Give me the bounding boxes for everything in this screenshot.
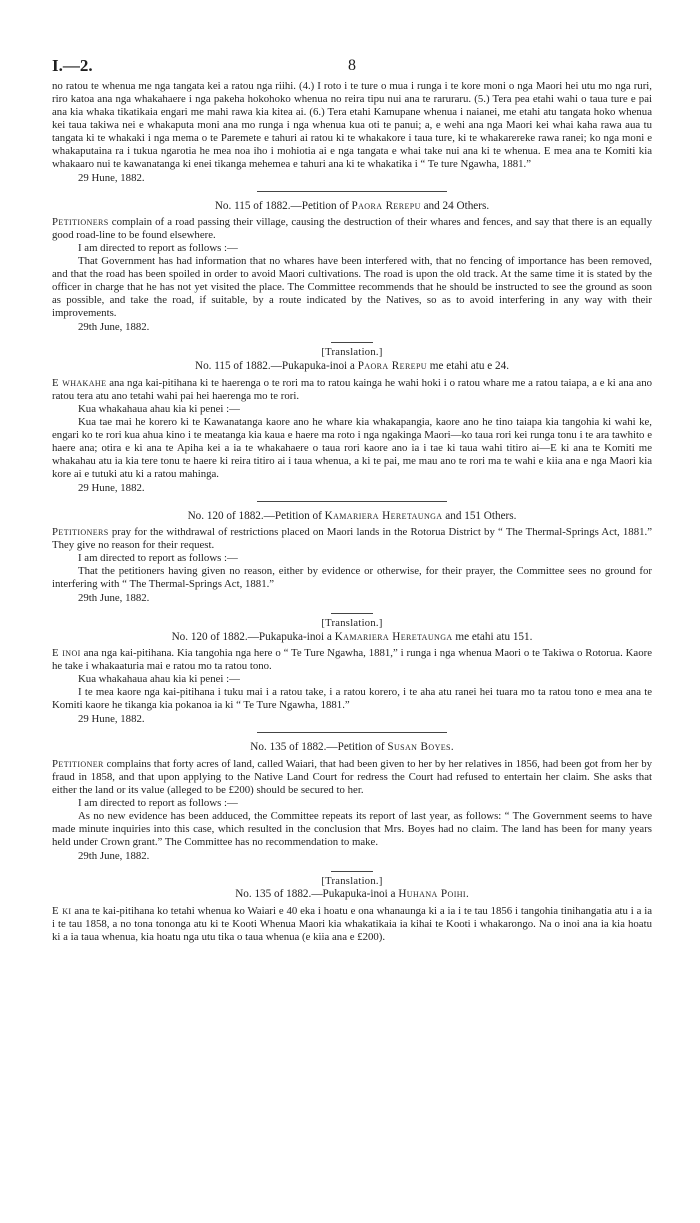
translation-divider xyxy=(331,342,373,343)
paragraph: As no new evidence has been adduced, the Committee repeats its report of last year, as follows: “ The Government seems to have made minute inquiries into this case, which resulted in the conclusion that Mrs. Boyes had no claim. The land has been for many years held under Crown grant.” The Committee has no recommendation to make. xyxy=(52,809,652,848)
translation-divider xyxy=(331,613,373,614)
lead-word: E inoi xyxy=(52,647,81,660)
paragraph-text: ana nga kai-pitihana. Kia tangohia nga here o “ Te Ture Ngawha, 1881,” i runga i nga whenua Maori o te Takiwa o Rotorua. Kaore he take i whakaaturia mai e ratou mo ta ratou tono. xyxy=(52,647,653,673)
heading-text: and 151 Others. xyxy=(442,509,517,522)
petitioner-name: Susan Boyes xyxy=(387,741,451,754)
paragraph-text: pray for the withdrawal of restrictions placed on Maori lands in the Rotorua District by “ The Thermal-Springs Act, 1881.” They give no reason for their request. xyxy=(52,526,652,552)
date-line: 29 Hune, 1882. xyxy=(78,481,145,494)
translation-label: [Translation.] xyxy=(321,347,383,359)
petition-heading xyxy=(52,510,652,523)
translation-120 xyxy=(52,618,652,726)
paragraph: I am directed to report as follows :— xyxy=(78,552,238,565)
translation-divider xyxy=(331,871,373,872)
continued-translation xyxy=(52,80,652,185)
paragraph-text: complain of a road passing their village, causing the destruction of their whares and fences, and say that there is an equally good road-line to be found elsewhere. xyxy=(52,216,652,242)
date-line: 29 Hune, 1882. xyxy=(78,713,145,726)
paragraph: Kua whakahaua ahau kia ki penei :— xyxy=(78,402,240,415)
heading-text: . xyxy=(450,741,454,754)
translation-135 xyxy=(52,876,652,944)
petition-115 xyxy=(52,200,652,334)
paragraph-text: complains that forty acres of land, called Waiari, that had been given to her by her relatives in 1856, had been got from her by fraud in 1858, and that upon applying to the Native Land Court for redress the Court had refused to entertain her claim. She asks that either the land or its value (alleged to be £200) should be secured to her. xyxy=(52,757,652,796)
paragraph: That the petitioners having given no reason, either by evidence or otherwise, for their prayer, the Committee sees no ground for interfering with “ The Thermal-Springs Act, 1881.” xyxy=(52,565,652,591)
heading-text: No. 115 of 1882.—Pukapuka-inoi a xyxy=(194,360,358,373)
heading-text: No. 135 of 1882.—Petition of xyxy=(250,741,388,754)
date-line: 29th June, 1882. xyxy=(78,592,150,605)
heading-text: No. 120 of 1882.—Pukapuka-inoi a xyxy=(171,630,335,643)
petition-heading xyxy=(52,631,652,644)
heading-text: me etahi atu 151. xyxy=(452,630,533,643)
paragraph xyxy=(52,905,652,944)
paper-reference: I.—2. xyxy=(52,56,93,75)
page-header xyxy=(52,50,652,80)
paragraph xyxy=(52,647,652,673)
paragraph xyxy=(52,526,652,552)
date-line: 29th June, 1882. xyxy=(78,849,150,862)
petitioner-name: Paora Rerepu xyxy=(351,200,421,212)
heading-text: No. 135 of 1882.—Pukapuka-inoi a xyxy=(235,888,399,901)
date-line: 29th June, 1882. xyxy=(78,321,150,334)
paragraph xyxy=(52,758,652,797)
petitioner-name: Huhana Poihi xyxy=(398,888,466,901)
translation-115 xyxy=(52,347,652,494)
paragraph: Kua whakahaua ahau kia ki penei :— xyxy=(78,673,240,686)
lead-word: E whakahe xyxy=(52,376,107,389)
paragraph: Kua tae mai he korero ki te Kawanatanga kaore ano he whare kia whakapangia, kaore ano he tino taiapa kia tangohia ki wahi ke, engari ko te rori kua ahua kino i te meatanga kia kaua e haere ma roto i nga ngakinga Maori—ko taua rori kei runga tonu i te ara tawhito e haere ana; otira e ki ana te Apiha kei a ia te whakahaere o taua rori kaore ano ia i tae ki taua wahi titiro ai—E ki ana te Komiti me whakahau atu ia kia tere tonu te haere ki reira titiro ai i taua whenua, a ki te pai, me mau ano te rori ma te wahi e kiia ana e nga Maori kia kore ai e tutuki atu ki a ratou mahinga. xyxy=(52,415,652,480)
petitioner-name: Kamariera Heretaunga xyxy=(334,630,453,643)
paragraph: I te mea kaore nga kai-pitihana i tuku mai i a ratou take, i a ratou korero, i te aha atu ranei hei tuara mo ta ratou tono e mea ana te Komiti kaore he tikanga kia pokanoa ia ki “ Te Ture Ngawha, 1881.” xyxy=(52,686,652,712)
heading-text: No. 115 of 1882.—Petition of xyxy=(214,200,352,212)
translation-label: [Translation.] xyxy=(321,618,383,630)
heading-text: me etahi atu e 24. xyxy=(427,360,510,373)
petitioner-name: Paora Rerepu xyxy=(357,360,427,373)
paragraph xyxy=(52,216,652,242)
lead-word: E ki xyxy=(52,904,72,917)
lead-word: Petitioners xyxy=(52,526,109,539)
petitioner-name: Kamariera Heretaunga xyxy=(324,509,443,522)
lead-word: Petitioners xyxy=(52,216,109,229)
paragraph xyxy=(52,377,652,403)
date-line: 29 Hune, 1882. xyxy=(78,172,145,184)
section-divider xyxy=(257,191,447,192)
paragraph-text: ana nga kai-pitihana ki te haerenga o te rori ma to ratou kainga he wahi hoki i o ratou whare me a ratou taiapa, a e ki ana ano ratou tera atu ano tetahi wahi pai hei haerenga mo te rori. xyxy=(52,376,653,402)
section-divider xyxy=(257,732,447,733)
paragraph: I am directed to report as follows :— xyxy=(78,242,238,255)
petition-135 xyxy=(52,741,652,862)
paragraph: no ratou te whenua me nga tangata kei a ratou nga riihi. (4.) I roto i te ture o mua i runga i te kore moni o nga Maori hei utu mo nga ruri, riro katoa ana nga whakahaere i nga pakeha hokohoko whenua no reira tipu nui ana te raruraru. (5.) Tera pea etahi wahi o taua ture e pai ana kia whaka tikatikaia engari me mahi rawa kia kitea ai. (6.) Tera etahi Kamupane whenua i naianei, me etahi atu tangata hoko whenua kei taua takiwa nei e whakaputa moni ana mo runga i nga whenua kua oti te panui; a, e wehi ana nga Maori kei whai kaha rawa aua tu tangata ki te whakaki i nga mema o te Paremete e tahuri ai ratou ki te whakakore i taua ture, ki te whakarereke rawa ranei; ko nga moni e whakaputaina ra i tukua ngarotia he mea noa iho i mohiotia ai e nga tangata e whai take nui ana ki te whenua. E mea ana te Komiti kia whakaaro nui te kawanatanga ki enei tikanga mehemea e tahuri ana ki te whakatika i “ Te ture Ngawha, 1881.” xyxy=(52,80,652,170)
lead-word: Petitioner xyxy=(52,757,104,770)
section-divider xyxy=(257,501,447,502)
petition-120 xyxy=(52,510,652,605)
petition-heading xyxy=(52,888,652,901)
heading-text: No. 120 of 1882.—Petition of xyxy=(187,509,325,522)
petition-heading xyxy=(52,200,652,213)
heading-text: . xyxy=(466,888,469,901)
paragraph: That Government has had information that no whares have been interfered with, that no fencing of importance has been removed, and that the road has been spoiled in order to avoid Maori cultivations. The road is upon the old track. At the same time it is stated by the officer in charge that he has not yet visited the place. The Committee recommends that he should be instructed to see the ground as soon as possible, and take the road, if suitable, by a route indicated by the Natives, so as to avoid interfering in any way with their improvements. xyxy=(52,255,652,320)
petition-heading xyxy=(52,741,652,754)
page-number: 8 xyxy=(348,57,356,74)
paragraph: I am directed to report as follows :— xyxy=(78,796,238,809)
paragraph-text: ana te kai-pitihana ko tetahi whenua ko Waiari e 40 eka i hoatu e ona whanaunga ki a ia i te tau 1856 i tangohia tinihangatia atu i a ia i te tau 1858, a no tona tononga atu ki te Kooti Whenua Maori kia whakatikaia ia kihai te Kooti i whakarongo. Na o inoi ana ia kia hoatu ki a ia taua whenua, kia hoatu nga utu tika o taua whenua (e kiia ana e £200). xyxy=(52,904,652,943)
heading-text: and 24 Others. xyxy=(420,200,490,212)
petition-heading xyxy=(52,360,652,373)
translation-label: [Translation.] xyxy=(321,875,383,887)
